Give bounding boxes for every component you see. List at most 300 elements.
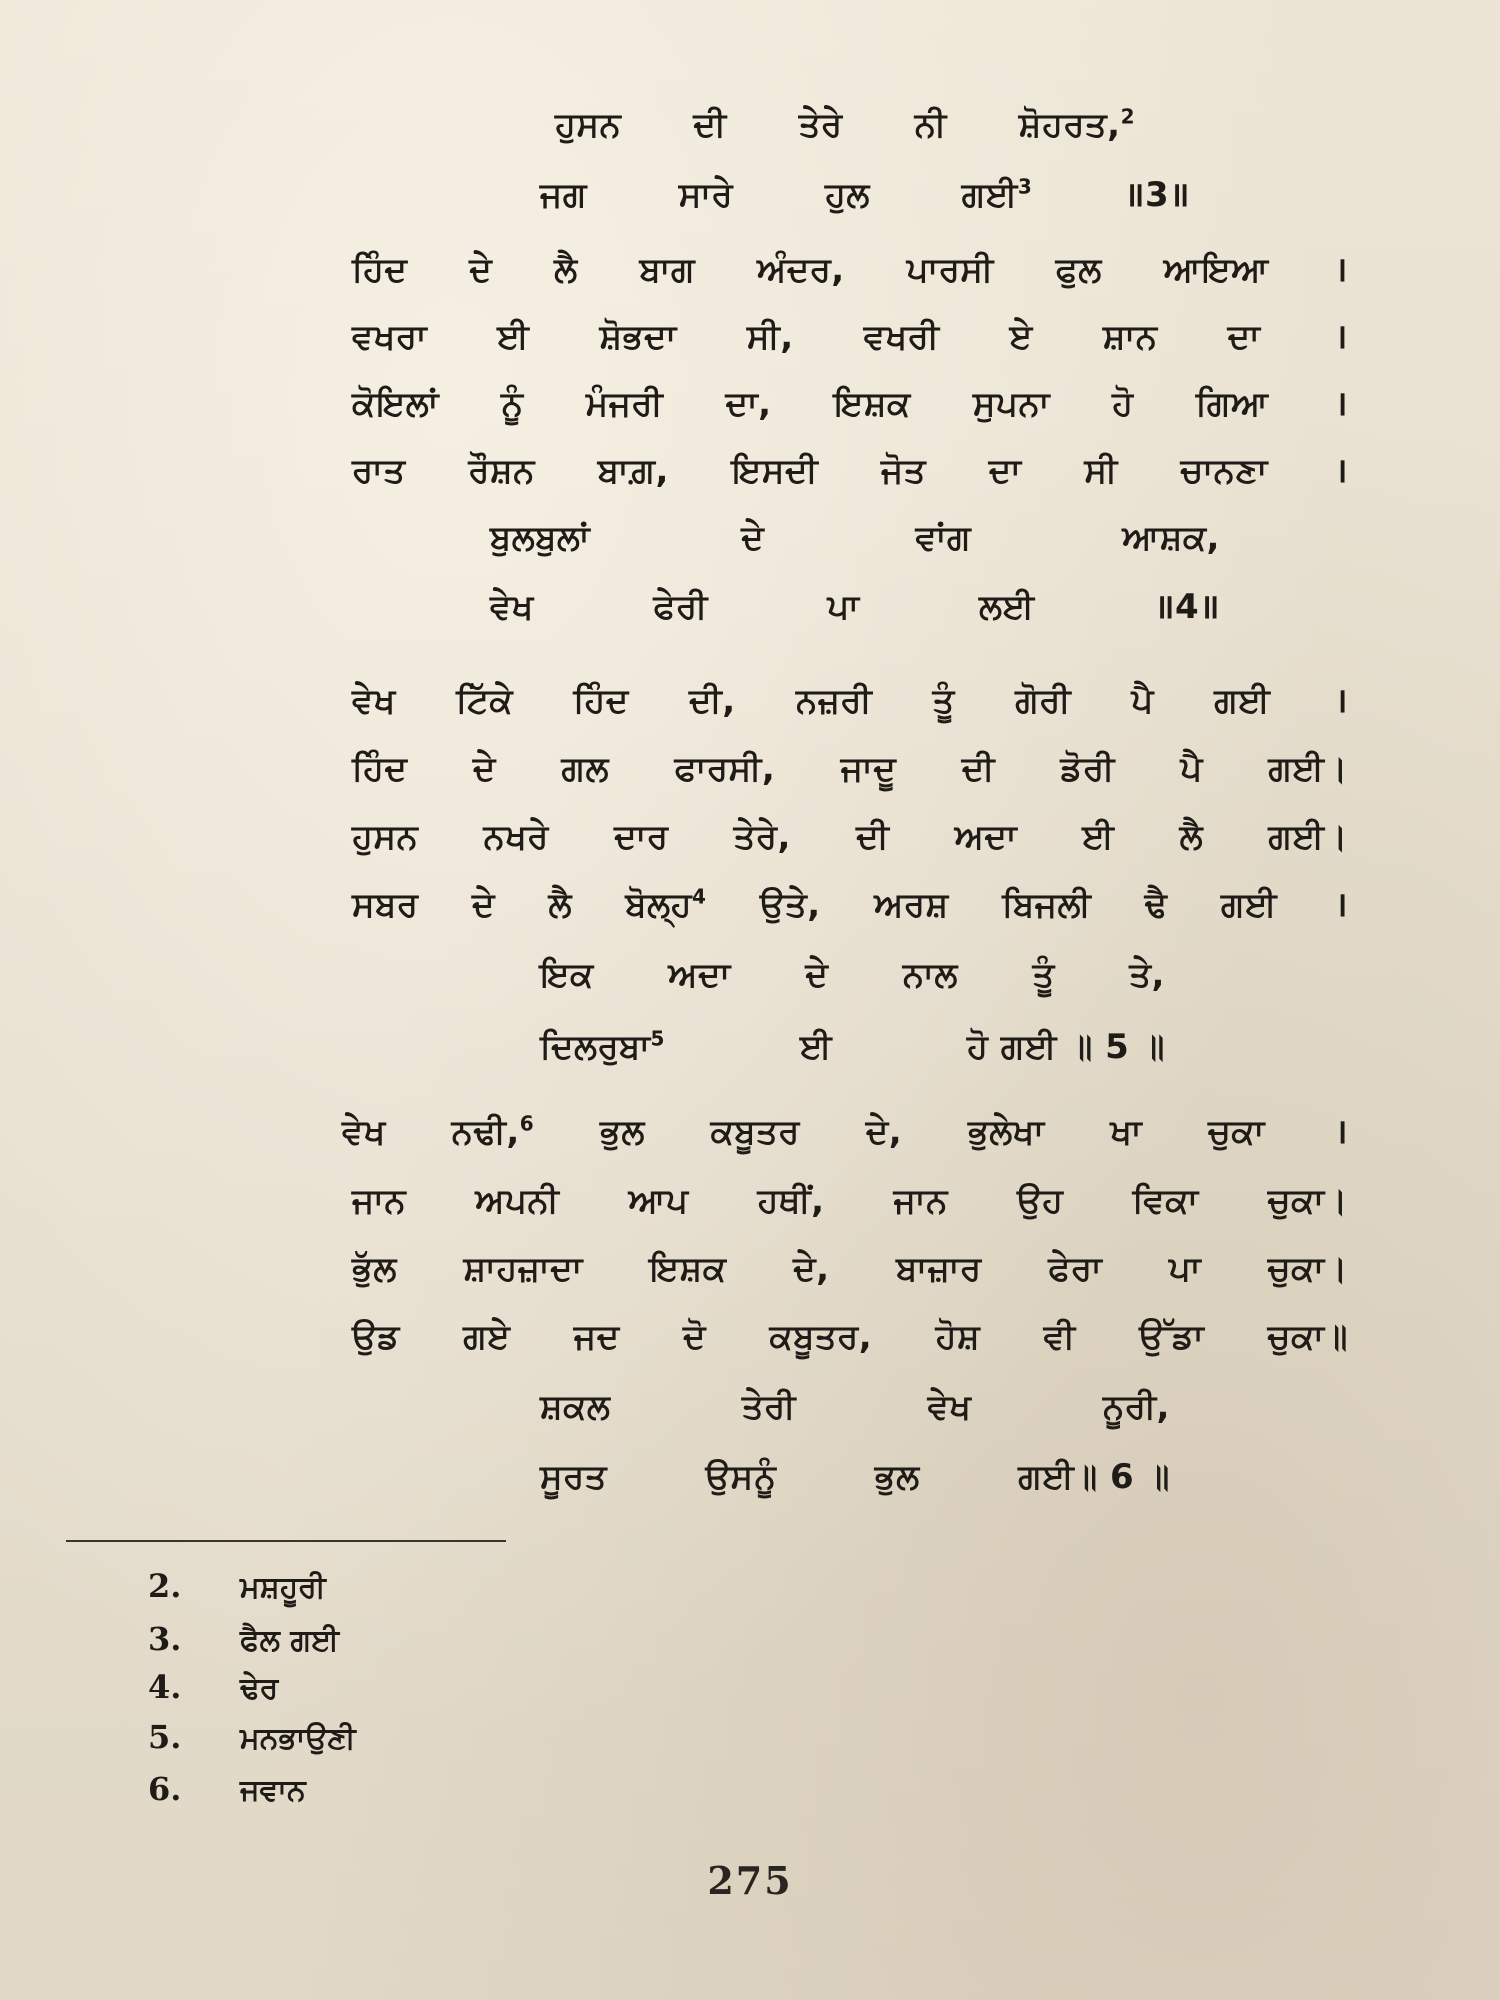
verse-word [863,317,940,357]
verse-word [1048,1249,1103,1289]
word-text: ਚੁਕਾ [1207,1112,1265,1152]
verse-line [540,174,1190,215]
verse-word [471,885,495,925]
verse-word [893,1181,948,1221]
verse-word [1163,250,1269,290]
footnote-text: ਮਸ਼ਹੂਰੀ [240,1570,326,1605]
word-text: ਦੀ, [689,681,736,721]
verse-word [961,749,995,789]
verse-word [1334,1112,1348,1152]
word-text: ਦਾ [1227,317,1261,357]
verse-word [463,1317,511,1357]
verse-word [1129,955,1165,995]
verse-word [1220,885,1278,925]
verse-word [573,681,629,721]
word-text: ਭੁੱਲ [352,1249,397,1289]
verse-word [352,749,408,789]
verse-line [540,955,1165,995]
word-text: ਵਖਰੀ [863,317,940,357]
word-text: ਹੋਸ਼ [935,1317,981,1357]
word-text: ਗਈ [1214,681,1271,721]
word-text: ਪਾ [1168,1249,1202,1289]
verse-word [1124,175,1190,215]
verse-word [1131,681,1154,721]
word-text: ਫੁਲ [1055,250,1102,290]
word-text: ਚੁਕਾ॥ [1267,1317,1348,1357]
word-text: ਦੋ [683,1317,707,1357]
verse-word [561,749,609,789]
verse-word [585,384,664,424]
verse-word [1002,885,1092,925]
page-number: 275 [707,1858,793,1903]
word-text: ਦੀ [693,105,727,145]
word-text: ਨੀ [914,105,947,145]
word-text: ਸੀ [1084,451,1118,491]
verse-word [874,1457,920,1497]
verse-word [874,885,949,925]
word-text: ਮੰਜਰੀ [585,384,664,424]
word-text: ਦਾ, [725,384,772,424]
word-text: ਰਾਤ [352,451,406,491]
word-text: ਬਾਗ [639,250,696,290]
verse-word [649,1249,727,1289]
verse-line [352,749,1348,789]
verse-line [490,587,1220,627]
footnote-separator [66,1540,506,1542]
word-text: ਹੁਲ [824,175,870,215]
verse-word [497,317,530,357]
verse-word [793,1249,830,1289]
word-text: ਉੱਡਾ [1139,1317,1205,1357]
verse-word [352,817,419,857]
word-text: ॥4॥ [1154,587,1220,627]
word-text: ਨਖਰੇ [483,817,549,857]
verse-word [540,175,587,215]
footnote-marker: 4 [691,884,707,909]
verse-word [1018,1457,1170,1497]
word-text: ਫੇਰਾ [1048,1249,1103,1289]
verse-word [1139,1317,1205,1357]
word-text: ਹੋ [1112,384,1134,424]
word-text: ਪੈ [1131,681,1154,721]
footnote-item [148,1770,306,1808]
verse-word [1334,250,1348,290]
word-text: ਵੇਖ [352,681,396,721]
verse-word [906,250,994,290]
footnote-number: 5. [148,1718,182,1756]
word-text: ਦੇ, [793,1249,830,1289]
verse-word [1268,817,1348,857]
word-text: ਦਿਲਰੁਬਾ [540,1027,651,1067]
word-text: ਬਾਜ਼ਾਰ [896,1249,982,1289]
verse-word [1180,749,1203,789]
verse-word [668,955,731,995]
verse-word [540,1457,607,1497]
word-text: ਗੋਰੀ [1015,681,1072,721]
verse-word [1015,681,1072,721]
verse-word [683,1317,707,1357]
verse-word [573,1317,620,1357]
verse-word [746,317,794,357]
word-text: । [1334,384,1348,424]
verse-line [540,1457,1170,1497]
verse-word [833,384,911,424]
verse-word [352,681,396,721]
verse-line [352,451,1348,491]
verse-word [881,451,926,491]
word-text: ਖਾ [1110,1112,1143,1152]
verse-word [1267,1181,1348,1221]
verse-word [1102,317,1158,357]
verse-word [456,681,514,721]
verse-word [1268,749,1348,789]
verse-word [1154,587,1220,627]
verse-word [731,451,819,491]
verse-word [352,1317,400,1357]
word-text: ਸ਼ਕਲ [540,1387,611,1427]
verse-word [988,451,1022,491]
word-text: ਗਈ॥ 6 ॥ [1018,1457,1170,1497]
verse-word [795,681,873,721]
verse-line [540,1026,1165,1067]
verse-word [1102,1387,1170,1427]
word-text: ਦਾ [988,451,1022,491]
verse-word [759,885,821,925]
word-text: ਬਾਗ਼, [597,451,669,491]
footnote-number: 3. [148,1620,182,1658]
word-text: ਹੋ ਗਈ ॥ 5 ॥ [967,1027,1165,1067]
word-text: ਵੇਖ [342,1112,386,1152]
verse-word [342,1112,386,1152]
verse-word [1018,104,1135,145]
verse-word [1060,749,1115,789]
verse-word [741,1387,796,1427]
verse-word [1144,885,1168,925]
verse-word [1195,384,1269,424]
verse-word [1267,1249,1348,1289]
word-text: ਜਾਨ [352,1181,407,1221]
footnote-text: ਜਵਾਨ [240,1773,306,1808]
verse-word [935,1317,981,1357]
word-text: ਨਾਲ [902,955,958,995]
word-text: ਪਾ [827,587,860,627]
word-text: ਉਹ [1016,1181,1064,1221]
verse-word [705,1457,777,1497]
verse-word [468,451,535,491]
verse-word [961,174,1033,215]
word-text: ਨੂਰੀ, [1102,1387,1170,1427]
word-text: ਇਸਦੀ [731,451,819,491]
word-text: ਤੇਰੇ, [733,817,791,857]
verse-word [1122,518,1220,558]
verse-word [463,1249,583,1289]
footnote-number: 6. [148,1770,182,1808]
verse-word [678,175,734,215]
word-text: ਸ਼ੋਭਦਾ [599,317,677,357]
word-text: ਦੇ [469,250,493,290]
word-text: ਨਢੀ, [451,1112,520,1152]
word-text: ਇਸ਼ਕ [833,384,911,424]
word-text: ਤੇਰੇ [798,105,843,145]
word-text: ਏ [1009,317,1033,357]
verse-word [540,955,594,995]
verse-word [840,749,897,789]
verse-word [540,1387,611,1427]
verse-word [932,681,955,721]
word-text: । [1334,317,1348,357]
word-text: ਚੁਕਾ। [1267,1249,1348,1289]
verse-line [352,817,1348,857]
verse-word [856,817,890,857]
word-text: ਹਿੰਦ [352,250,408,290]
word-text: । [1334,681,1348,721]
verse-word [967,1027,1165,1067]
verse-word [540,1026,665,1067]
footnote-text: ਫੈਲ ਗਈ [240,1623,340,1658]
word-text: ਦੇ [471,885,495,925]
word-text: ਲੈ [1179,817,1204,857]
verse-line [555,104,1135,145]
word-text: ਭੁਲੇਖਾ [967,1112,1045,1152]
word-text: ਈ [799,1027,832,1067]
footnote-marker: 3 [1017,174,1033,199]
word-text: ਗਈ [1220,885,1278,925]
word-text: ਈ [1082,817,1115,857]
word-text: ਕੋਇਲਾਂ [352,384,439,424]
verse-word [352,250,408,290]
word-text: ਉਡ [352,1317,400,1357]
word-text: ਸਾਰੇ [678,175,734,215]
word-text: ਅਦਾ [668,955,731,995]
verse-word [902,955,958,995]
verse-word [639,250,696,290]
word-text: ਇਸ਼ਕ [649,1249,727,1289]
verse-word [827,587,860,627]
verse-word [597,451,669,491]
word-text: ਕਬੂਤਰ, [769,1317,873,1357]
word-text: ਬੋਲ੍ਹ [625,885,692,925]
verse-line [342,1111,1348,1152]
verse-word [554,250,578,290]
verse-line [352,317,1348,357]
word-text: ਹਿੰਦ [573,681,629,721]
verse-word [1334,681,1348,721]
verse-word [756,250,845,290]
word-text: ਚਾਨਣਾ [1180,451,1268,491]
verse-word [352,1181,407,1221]
word-text: ਹਿੰਦ [352,749,408,789]
word-text: ਤੂੰ [932,681,955,721]
verse-word [733,817,791,857]
footnote-item [148,1620,339,1658]
word-text: ਜਾਨ [893,1181,948,1221]
verse-line [352,1317,1348,1357]
word-text: ਅਦਾ [954,817,1018,857]
word-text: ਰੌਸ਼ਨ [468,451,535,491]
verse-word [483,817,549,857]
word-text: ਵਖਰਾ [352,317,428,357]
verse-word [1112,384,1134,424]
word-text: ਕਬੂਤਰ [710,1112,800,1152]
word-text: ਲਈ [979,587,1035,627]
word-text: ਗਲ [561,749,609,789]
verse-word [1334,317,1348,357]
word-text: ਹਥੀਂ, [757,1181,825,1221]
word-text: ਬੁਲਬੁਲਾਂ [490,518,591,558]
verse-word [1334,885,1348,925]
word-text: । [1334,451,1348,491]
verse-line [490,518,1220,558]
word-text: ਦੇ [741,518,765,558]
word-text: ਡੋਰੀ [1060,749,1115,789]
footnote-item [148,1668,278,1706]
verse-line [352,384,1348,424]
word-text: ਗਈ [961,175,1018,215]
verse-word [757,1181,825,1221]
verse-word [824,175,870,215]
word-text: ਸੂਰਤ [540,1457,607,1497]
verse-word [799,1027,832,1067]
verse-word [490,587,534,627]
verse-word [352,451,406,491]
word-text: ਜਾਦੂ [840,749,897,789]
verse-word [1267,1317,1348,1357]
word-text: ਵਾਂਗ [915,518,972,558]
footnote-marker: 2 [1120,104,1135,129]
verse-word [798,105,843,145]
word-text: ਟਿੱਕੇ [456,681,514,721]
word-text: ਅਰਸ਼ [874,885,949,925]
word-text: ਦਾਰ [614,817,669,857]
verse-line [352,1181,1348,1221]
verse-word [1055,250,1102,290]
verse-word [1043,1317,1076,1357]
verse-word [653,587,708,627]
verse-word [1179,817,1204,857]
verse-word [614,817,669,857]
verse-word [628,1181,689,1221]
verse-word [805,955,829,995]
footnote-text: ਮਨਭਾਉਣੀ [240,1721,356,1756]
word-text: ਹੁਸਨ [352,817,419,857]
word-text: ਦੀ [961,749,995,789]
word-text: ਦੇ, [865,1112,903,1152]
verse-word [501,384,524,424]
verse-word [548,885,572,925]
word-text: ਅੰਦਰ, [756,250,845,290]
verse-word [555,105,622,145]
verse-word [1180,451,1268,491]
word-text: ਉਤੇ, [759,885,821,925]
word-text: ਪੈ [1180,749,1203,789]
verse-line [352,681,1348,721]
word-text: । [1334,885,1348,925]
word-text: ਦੇ [472,749,496,789]
word-text: ਜਗ [540,175,587,215]
verse-word [914,105,947,145]
verse-word [915,518,972,558]
verse-word [475,1181,560,1221]
word-text: ਅਪਨੀ [475,1181,560,1221]
verse-word [1016,1181,1064,1221]
word-text: ਬਿਜਲੀ [1002,885,1092,925]
word-text: ਦੇ [805,955,829,995]
word-text: ਢੈ [1144,885,1168,925]
verse-word [1334,384,1348,424]
word-text: ਹੁਸਨ [555,105,622,145]
verse-word [967,1112,1045,1152]
word-text: ਆਇਆ [1163,250,1269,290]
word-text: ਪਾਰਸੀ [906,250,994,290]
word-text: ॥3॥ [1124,175,1190,215]
word-text: ਗਈ। [1268,817,1348,857]
word-text: ਫਾਰਸੀ, [674,749,776,789]
word-text: ਜੋਤ [881,451,926,491]
word-text: ਭੁਲ [600,1112,645,1152]
verse-word [1084,451,1118,491]
verse-word [600,1112,645,1152]
verse-word [693,105,727,145]
verse-word [490,518,591,558]
word-text: ਗਈ। [1268,749,1348,789]
verse-word [1009,317,1033,357]
footnote-item [148,1718,356,1756]
word-text: ਲੈ [554,250,578,290]
word-text: ਲੈ [548,885,572,925]
verse-word [352,317,428,357]
verse-word [741,518,765,558]
word-text: ਸੀ, [746,317,794,357]
word-text: । [1334,1112,1348,1152]
verse-word [865,1112,903,1152]
verse-word [599,317,677,357]
verse-word [896,1249,982,1289]
word-text: । [1334,250,1348,290]
word-text: ਤੇਰੀ [741,1387,796,1427]
verse-word [725,384,772,424]
verse-word [1207,1112,1265,1152]
footnote-marker: 6 [519,1111,535,1136]
verse-word [1168,1249,1202,1289]
verse-word [352,384,439,424]
footnote-text: ਢੇਰ [240,1671,279,1706]
word-text: ਆਪ [628,1181,689,1221]
word-text: ਨਜ਼ਰੀ [795,681,873,721]
verse-word [710,1112,800,1152]
verse-word [1227,317,1261,357]
verse-word [674,749,776,789]
verse-line [352,884,1348,925]
verse-word [352,885,419,925]
verse-word [927,1387,972,1427]
footnote-number: 4. [148,1668,182,1706]
word-text: ਫੇਰੀ [653,587,708,627]
word-text: ਵੀ [1043,1317,1076,1357]
verse-word [1214,681,1271,721]
verse-word [954,817,1018,857]
verse-word [979,587,1035,627]
footnote-item [148,1567,326,1605]
word-text: ਗਏ [463,1317,511,1357]
verse-word [1334,451,1348,491]
word-text: ਵੇਖ [927,1387,972,1427]
footnote-number: 2. [148,1567,182,1605]
verse-word [769,1317,873,1357]
word-text: ਦੀ [856,817,890,857]
word-text: ਸ਼ਾਨ [1102,317,1158,357]
verse-word [689,681,736,721]
word-text: ਗਿਆ [1195,384,1269,424]
